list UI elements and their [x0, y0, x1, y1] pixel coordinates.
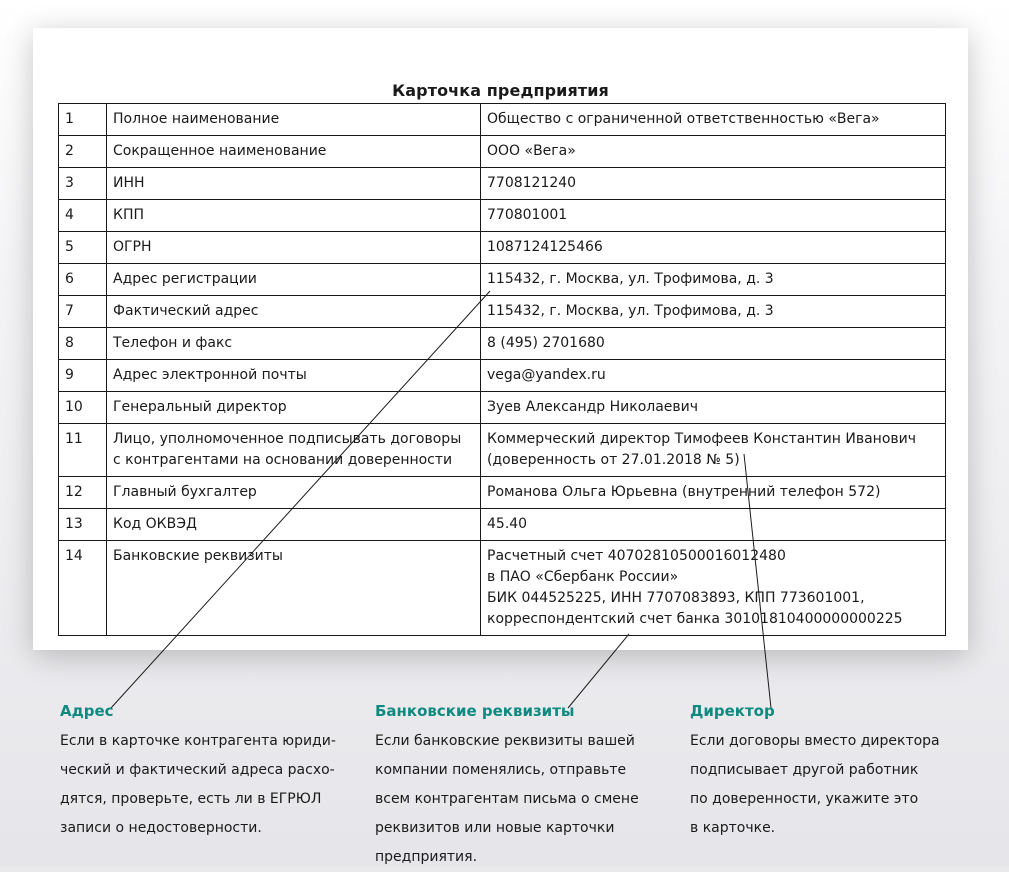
note-director [690, 701, 990, 843]
row-number: 8 [59, 328, 107, 360]
field-value: 770801001 [487, 207, 568, 223]
field-value: Зуев Александр Николаевич [487, 399, 699, 415]
field-label: Главный бухгалтер [113, 484, 257, 500]
field-label: Сокращенное наименование [113, 143, 327, 159]
row-number: 13 [59, 509, 107, 541]
bank-leader-line [568, 634, 629, 708]
row-number: 6 [59, 264, 107, 296]
field-label: Банковские реквизиты [113, 548, 283, 564]
director-leader-line [744, 454, 771, 708]
field-label: Генеральный директор [113, 399, 287, 415]
note-director-body [690, 727, 990, 843]
row-number: 9 [59, 360, 107, 392]
field-label: Адрес электронной почты [113, 367, 307, 383]
note-bank-title: Банковские реквизиты [375, 702, 575, 720]
row-number: 1 [59, 104, 107, 136]
field-label: КПП [113, 207, 144, 223]
field-value: 115432, г. Москва, ул. Трофимова, д. 3 [487, 271, 774, 287]
note-line: записи о недостоверности. [60, 820, 262, 836]
note-address-body [60, 727, 370, 843]
row-number: 7 [59, 296, 107, 328]
field-value: vega@yandex.ru [487, 367, 606, 383]
field-label: Телефон и факс [113, 335, 233, 351]
note-line: ческий и фактический адреса расхо- [60, 762, 335, 778]
note-line: реквизитов или новые карточки [375, 820, 615, 836]
field-value: Коммерческий директор Тимофеев Константин Иванович [487, 431, 917, 447]
address-leader-line [111, 291, 490, 708]
row-number: 10 [59, 392, 107, 424]
card-title: Карточка предприятия [392, 81, 609, 100]
row-number: 5 [59, 232, 107, 264]
note-address [60, 701, 370, 843]
field-value: 8 (495) 2701680 [487, 335, 605, 351]
note-bank-body [375, 727, 675, 872]
row-number: 3 [59, 168, 107, 200]
note-line: предприятия. [375, 849, 478, 865]
note-line: Если банковские реквизиты вашей [375, 733, 635, 749]
note-line: всем контрагентам письма о смене [375, 791, 639, 807]
note-bank [375, 701, 675, 872]
field-label: ИНН [113, 175, 145, 191]
field-value: в ПАО «Сбербанк России» [487, 569, 679, 585]
note-line: Если договоры вместо директора [690, 733, 940, 749]
field-value: 7708121240 [487, 175, 577, 191]
note-line: по доверенности, укажите это [690, 791, 919, 807]
note-line: компании поменялись, отправьте [375, 762, 627, 778]
row-number: 4 [59, 200, 107, 232]
field-value: 1087124125466 [487, 239, 603, 255]
field-label: Лицо, уполномоченное подписывать договоры [113, 431, 462, 447]
note-director-title: Директор [690, 702, 775, 720]
note-line: в карточке. [690, 820, 776, 836]
field-value: Общество с ограниченной ответственностью «Вега» [487, 111, 880, 127]
row-number: 11 [59, 424, 107, 477]
row-number: 14 [59, 541, 107, 636]
field-value: 45.40 [487, 516, 528, 532]
field-value: (доверенность от 27.01.2018 № 5) [487, 452, 740, 468]
field-label: Полное наименование [113, 111, 280, 127]
row-number: 12 [59, 477, 107, 509]
note-line: дятся, проверьте, есть ли в ЕГРЮЛ [60, 791, 322, 807]
field-value: 115432, г. Москва, ул. Трофимова, д. 3 [487, 303, 774, 319]
field-value: Романова Ольга Юрьевна (внутренний телефон 572) [487, 484, 881, 500]
field-label: с контрагентами на основании доверенности [113, 452, 453, 468]
field-label: Адрес регистрации [113, 271, 257, 287]
field-value: корреспондентский счет банка 30101810400000000225 [487, 611, 903, 627]
field-label: Код ОКВЭД [113, 516, 197, 532]
field-value: БИК 044525225, ИНН 7707083893, КПП 773601001, [487, 590, 865, 606]
field-label: Фактический адрес [113, 303, 259, 319]
note-line: Если в карточке контрагента юриди- [60, 733, 336, 749]
field-label: ОГРН [113, 239, 152, 255]
note-address-title: Адрес [60, 702, 114, 720]
field-value: Расчетный счет 40702810500016012480 [487, 548, 786, 564]
field-value: ООО «Вега» [487, 143, 576, 159]
note-line: подписывает другой работник [690, 762, 919, 778]
row-number: 2 [59, 136, 107, 168]
